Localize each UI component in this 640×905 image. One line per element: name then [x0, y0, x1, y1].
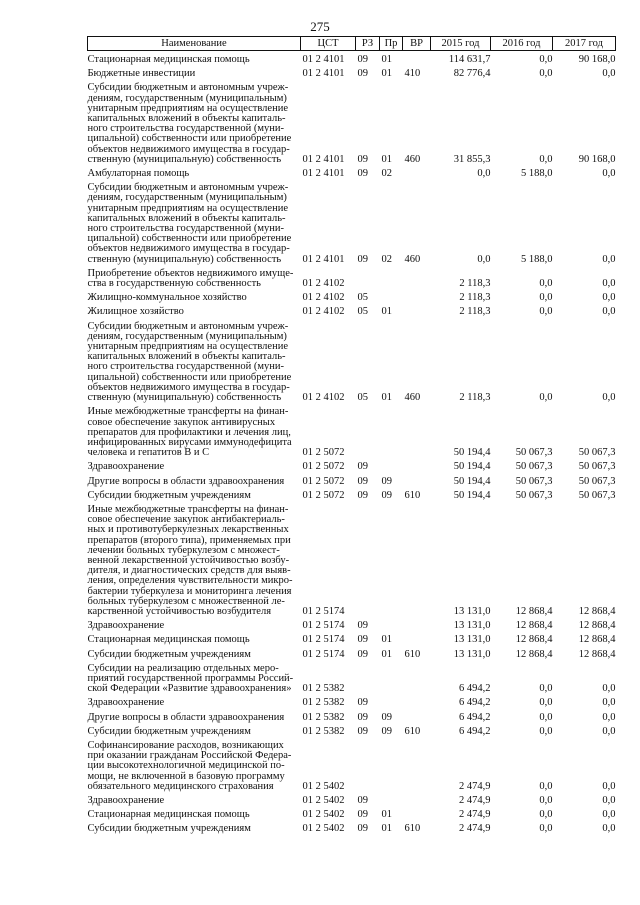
column-header-2017: 2017 год [553, 37, 616, 51]
row-amount-2015: 82 776,4 [453, 68, 491, 80]
row-pr-code [380, 737, 403, 792]
row-amount-2016: 0,0 [539, 306, 553, 318]
row-amount-2016: 0,0 [539, 725, 553, 737]
row-amount-2017: 0,0 [602, 780, 616, 792]
row-amount-2017: 90 168,0 [578, 54, 616, 65]
row-name: Амбулаторная помощь [87, 168, 190, 180]
row-vr-code: 410 [404, 68, 421, 80]
row-amount-2016: 0,0 [539, 780, 553, 792]
row-name: Субсидии бюджетным учреждениям [87, 725, 251, 737]
table-row [88, 403, 616, 458]
row-name: Бюджетные инвестиции [87, 68, 196, 80]
table-row [88, 694, 616, 708]
table-body [88, 51, 616, 835]
table-row [88, 709, 616, 723]
row-name: Субсидии бюджетным учреждениям [87, 823, 251, 835]
row-amount-2015: 50 194,4 [453, 475, 491, 487]
row-amount-2016: 0,0 [539, 68, 553, 80]
row-amount-2016: 12 868,4 [515, 620, 553, 632]
row-amount-2016: 50 067,3 [515, 489, 553, 501]
row-amount-2015: 13 131,0 [453, 605, 491, 617]
row-amount-2015: 2 118,3 [459, 292, 491, 304]
row-pr-code [380, 403, 403, 458]
row-rz-code: 09 [357, 823, 368, 835]
row-name: Субсидии на реализацию отдельных меро- приятий государственной программы Россий- ской Федерации «Развитие здравоохранения» [87, 662, 294, 695]
row-amount-2017: 0,0 [602, 68, 616, 80]
row-pr-code [380, 458, 403, 472]
row-cst-code: 01 2 5072 [302, 475, 345, 487]
row-amount-2016: 0,0 [539, 153, 553, 165]
row-vr-code: 610 [404, 489, 421, 501]
table-row [88, 65, 616, 79]
row-rz-code: 09 [357, 475, 368, 487]
row-amount-2016: 0,0 [539, 697, 553, 709]
row-rz-code: 09 [357, 809, 368, 821]
table-row [88, 646, 616, 660]
row-rz-code: 09 [357, 461, 368, 473]
row-amount-2016: 0,0 [539, 683, 553, 695]
row-cst-code: 01 2 4102 [302, 292, 345, 304]
row-cst-code: 01 2 4102 [302, 278, 345, 290]
row-cst-code: 01 2 4102 [302, 392, 345, 404]
row-amount-2015: 2 118,3 [459, 278, 491, 290]
row-vr-code [403, 737, 431, 792]
row-rz-code [356, 501, 380, 617]
row-rz-code: 09 [357, 634, 368, 646]
row-pr-code: 02 [381, 253, 392, 265]
row-cst-code: 01 2 5072 [302, 461, 345, 473]
row-amount-2015: 6 494,2 [459, 683, 491, 695]
row-amount-2017: 0,0 [602, 306, 616, 318]
row-vr-code: 460 [404, 392, 421, 404]
row-amount-2016: 0,0 [539, 823, 553, 835]
row-amount-2015: 6 494,2 [459, 697, 491, 709]
table-row [88, 51, 616, 66]
row-amount-2017: 0,0 [602, 292, 616, 304]
row-pr-code: 01 [381, 54, 392, 65]
table-row [88, 318, 616, 404]
row-name: Субсидии бюджетным и автономным учреж- дениям, государственным (муниципальным) унитарным предприятиям на осуществление капитальных вложений в объекты капиталь- ного строительства государственной (муни- ципальной) собственности или приобретение объектов недвижимого имущества в государ- ственную (муниципальную) собственность [87, 320, 292, 404]
row-vr-code [403, 792, 431, 806]
table-row [88, 723, 616, 737]
table-row [88, 487, 616, 501]
row-amount-2017: 0,0 [602, 725, 616, 737]
row-amount-2015: 0,0 [477, 253, 491, 265]
budget-table [87, 36, 616, 835]
row-amount-2016: 0,0 [539, 711, 553, 723]
row-amount-2015: 114 631,7 [448, 54, 491, 65]
table-row [88, 617, 616, 631]
row-rz-code: 09 [357, 253, 368, 265]
row-amount-2017: 0,0 [602, 683, 616, 695]
table-row [88, 737, 616, 792]
row-amount-2017: 50 067,3 [578, 475, 616, 487]
row-amount-2015: 2 118,3 [459, 392, 491, 404]
row-rz-code [356, 660, 380, 695]
row-amount-2017: 12 868,4 [578, 605, 616, 617]
row-cst-code: 01 2 5174 [302, 620, 345, 632]
row-cst-code: 01 2 5382 [302, 725, 345, 737]
row-pr-code: 09 [381, 711, 392, 723]
row-amount-2016: 50 067,3 [515, 475, 553, 487]
table-row [88, 631, 616, 645]
row-pr-code [380, 501, 403, 617]
row-name: Здравоохранение [87, 461, 165, 473]
page-number: 275 [310, 19, 330, 34]
column-header-2016: 2016 год [491, 37, 553, 51]
row-cst-code: 01 2 5402 [302, 809, 345, 821]
table-row [88, 806, 616, 820]
row-name: Другие вопросы в области здравоохранения [87, 711, 285, 723]
row-cst-code: 01 2 5072 [302, 489, 345, 501]
table-row [88, 660, 616, 695]
row-amount-2017: 50 067,3 [578, 447, 616, 459]
table-row [88, 179, 616, 265]
row-vr-code [403, 51, 431, 66]
row-amount-2015: 2 474,9 [459, 780, 491, 792]
table-row [88, 289, 616, 303]
row-cst-code: 01 2 5402 [302, 823, 345, 835]
row-pr-code: 01 [381, 68, 392, 80]
row-amount-2017: 12 868,4 [578, 620, 616, 632]
row-rz-code: 09 [357, 54, 368, 65]
row-amount-2016: 5 188,0 [521, 168, 553, 180]
row-name: Субсидии бюджетным учреждениям [87, 648, 251, 660]
row-rz-code: 09 [357, 620, 368, 632]
row-vr-code [403, 403, 431, 458]
row-pr-code [380, 289, 403, 303]
row-cst-code: 01 2 4101 [302, 168, 345, 180]
row-amount-2015: 2 118,3 [459, 306, 491, 318]
row-pr-code: 09 [381, 489, 392, 501]
row-cst-code: 01 2 4101 [302, 253, 345, 265]
row-pr-code: 01 [381, 306, 392, 318]
row-amount-2016: 0,0 [539, 809, 553, 821]
row-rz-code [356, 737, 380, 792]
column-header-name: Наименование [88, 37, 301, 51]
row-amount-2015: 50 194,4 [453, 461, 491, 473]
row-vr-code [403, 501, 431, 617]
row-name: Субсидии бюджетным и автономным учреж- дениям, государственным (муниципальным) унитарным предприятиям на осуществление капитальных вложений в объекты капиталь- ного строительства государственной (муни- ципальной) собственности или приобретение объектов недвижимого имущества в государ- ственную (муниципальную) собственность [87, 182, 292, 265]
row-name: Софинансирование расходов, возникающих при оказании гражданам Российской Федера- ции высокотехнологичной медицинской по- мощи, не включенной в базовую программу обязательного медицинского страхования [87, 739, 292, 792]
row-amount-2016: 5 188,0 [521, 253, 553, 265]
row-cst-code: 01 2 5402 [302, 780, 345, 792]
row-cst-code: 01 2 4101 [302, 68, 345, 80]
row-name: Другие вопросы в области здравоохранения [87, 475, 285, 487]
row-amount-2017: 90 168,0 [578, 153, 616, 165]
row-amount-2017: 0,0 [602, 823, 616, 835]
row-amount-2015: 50 194,4 [453, 489, 491, 501]
row-vr-code: 460 [404, 253, 421, 265]
row-name: Стационарная медицинская помощь [87, 634, 250, 646]
row-vr-code: 610 [404, 648, 421, 660]
row-pr-code: 01 [381, 153, 392, 165]
row-pr-code: 01 [381, 634, 392, 646]
row-rz-code: 09 [357, 153, 368, 165]
row-pr-code: 01 [381, 823, 392, 835]
column-header-2015: 2015 год [431, 37, 491, 51]
row-rz-code: 05 [357, 306, 368, 318]
table-row [88, 458, 616, 472]
row-cst-code: 01 2 5382 [302, 697, 345, 709]
table-row [88, 79, 616, 165]
row-vr-code [403, 289, 431, 303]
table-row [88, 473, 616, 487]
row-amount-2016: 50 067,3 [515, 447, 553, 459]
row-cst-code: 01 2 4101 [302, 54, 345, 65]
row-rz-code: 09 [357, 168, 368, 180]
row-amount-2015: 13 131,0 [453, 648, 491, 660]
column-header-vr: ВР [403, 37, 431, 51]
row-rz-code: 09 [357, 68, 368, 80]
row-amount-2015: 2 474,9 [459, 809, 491, 821]
row-name: Здравоохранение [87, 620, 165, 632]
row-pr-code: 09 [381, 475, 392, 487]
row-name: Здравоохранение [87, 795, 165, 806]
row-name: Стационарная медицинская помощь [87, 54, 250, 65]
row-pr-code: 09 [381, 725, 392, 737]
row-vr-code [403, 806, 431, 820]
row-rz-code: 09 [357, 648, 368, 660]
row-amount-2017: 0,0 [602, 278, 616, 290]
row-pr-code [380, 694, 403, 708]
row-pr-code: 01 [381, 648, 392, 660]
row-amount-2016: 0,0 [539, 278, 553, 290]
row-amount-2015: 6 494,2 [459, 711, 491, 723]
row-vr-code [403, 660, 431, 695]
row-amount-2017: 0,0 [602, 795, 616, 806]
row-amount-2017: 12 868,4 [578, 648, 616, 660]
row-pr-code [380, 660, 403, 695]
table-row [88, 265, 616, 289]
row-rz-code [356, 265, 380, 289]
row-vr-code [403, 709, 431, 723]
table-row [88, 501, 616, 617]
row-vr-code [403, 265, 431, 289]
row-vr-code [403, 473, 431, 487]
row-vr-code: 460 [404, 153, 421, 165]
row-cst-code: 01 2 5072 [302, 447, 345, 459]
column-header-pr: Пр [380, 37, 403, 51]
column-header-rz: РЗ [356, 37, 380, 51]
column-header-cst: ЦСТ [301, 37, 356, 51]
row-name: Иные межбюджетные трансферты на финан- совое обеспечение закупок антивирусных препаратов для профилактики и лечения лиц, инфицированных вирусами иммунодефицита человека и гепатитов В и С [87, 406, 292, 459]
row-amount-2016: 0,0 [539, 292, 553, 304]
row-amount-2017: 0,0 [602, 711, 616, 723]
table-row [88, 165, 616, 179]
row-amount-2015: 31 855,3 [453, 153, 491, 165]
row-cst-code: 01 2 5402 [302, 795, 345, 806]
row-amount-2017: 0,0 [602, 697, 616, 709]
row-amount-2015: 13 131,0 [453, 634, 491, 646]
row-rz-code: 05 [357, 392, 368, 404]
row-amount-2016: 12 868,4 [515, 605, 553, 617]
table-row [88, 303, 616, 317]
table-header [88, 37, 616, 51]
row-name: Стационарная медицинская помощь [87, 809, 250, 821]
row-amount-2017: 0,0 [602, 253, 616, 265]
row-name: Жилищное хозяйство [87, 306, 184, 318]
row-rz-code: 05 [357, 292, 368, 304]
row-amount-2016: 12 868,4 [515, 648, 553, 660]
row-vr-code: 610 [404, 823, 421, 835]
row-vr-code [403, 303, 431, 317]
row-name: Субсидии бюджетным и автономным учреж- дениям, государственным (муниципальным) унитарным предприятиям на осуществление капитальных вложений в объекты капиталь- ного строительства государственной (муни- ципальной) собственности или приобретение объектов недвижимого имущества в государ- ственную (муниципальную) собственность [87, 82, 292, 165]
table-row [88, 792, 616, 806]
row-amount-2015: 0,0 [477, 168, 491, 180]
table-row [88, 820, 616, 834]
row-cst-code: 01 2 5174 [302, 605, 345, 617]
row-pr-code: 01 [381, 392, 392, 404]
row-amount-2017: 50 067,3 [578, 461, 616, 473]
row-amount-2015: 2 474,9 [459, 795, 491, 806]
row-amount-2015: 2 474,9 [459, 823, 491, 835]
row-vr-code [403, 631, 431, 645]
row-amount-2016: 0,0 [539, 54, 553, 65]
row-amount-2017: 0,0 [602, 168, 616, 180]
row-pr-code [380, 617, 403, 631]
row-cst-code: 01 2 5174 [302, 634, 345, 646]
row-rz-code: 09 [357, 489, 368, 501]
row-rz-code [356, 403, 380, 458]
row-name: Приобретение объектов недвижимого имуще- ства в государственную собственность [87, 267, 294, 290]
row-rz-code: 09 [357, 711, 368, 723]
row-cst-code: 01 2 5382 [302, 683, 345, 695]
row-name: Жилищно-коммунальное хозяйство [87, 292, 247, 304]
row-amount-2016: 0,0 [539, 795, 553, 806]
row-vr-code [403, 617, 431, 631]
row-pr-code [380, 265, 403, 289]
row-vr-code [403, 458, 431, 472]
row-amount-2015: 13 131,0 [453, 620, 491, 632]
row-cst-code: 01 2 4102 [302, 306, 345, 318]
row-rz-code: 09 [357, 725, 368, 737]
row-pr-code [380, 792, 403, 806]
row-amount-2017: 0,0 [602, 392, 616, 404]
row-pr-code: 02 [381, 168, 392, 180]
row-rz-code: 09 [357, 795, 368, 806]
row-amount-2017: 12 868,4 [578, 634, 616, 646]
row-rz-code: 09 [357, 697, 368, 709]
row-name: Субсидии бюджетным учреждениям [87, 489, 251, 501]
row-cst-code: 01 2 5382 [302, 711, 345, 723]
row-amount-2015: 6 494,2 [459, 725, 491, 737]
row-amount-2016: 12 868,4 [515, 634, 553, 646]
row-cst-code: 01 2 4101 [302, 153, 345, 165]
row-vr-code [403, 165, 431, 179]
row-cst-code: 01 2 5174 [302, 648, 345, 660]
row-vr-code: 610 [404, 725, 421, 737]
row-amount-2015: 50 194,4 [453, 447, 491, 459]
row-amount-2016: 0,0 [539, 392, 553, 404]
row-name: Иные межбюджетные трансферты на финан- совое обеспечение закупок антибактериаль- ных и противотуберкулезных лекарственных препаратов (второго типа), применяемых при лечении больных туберкулезом с множест- венной лекарственной устойчивостью возбу- дителя, и диагностических средств для выяв- ления, определения чувствительности микро- бактерии туберкулеза и мониторинга лечения больных туберкулезом с множественной ле- карственной устойчивостью возбудителя [87, 503, 293, 617]
row-pr-code: 01 [381, 809, 392, 821]
row-amount-2016: 50 067,3 [515, 461, 553, 473]
row-vr-code [403, 694, 431, 708]
row-name: Здравоохранение [87, 697, 165, 709]
row-amount-2017: 50 067,3 [578, 489, 616, 501]
row-amount-2017: 0,0 [602, 809, 616, 821]
